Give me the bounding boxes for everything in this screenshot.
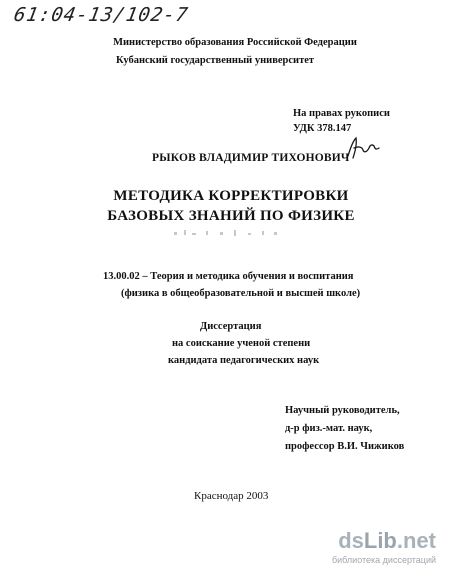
logo-ds: ds xyxy=(338,528,364,553)
logo-net: .net xyxy=(396,528,436,553)
dslib-logo xyxy=(338,530,436,552)
university-line: Кубанский государственный университет xyxy=(116,55,315,66)
watermark-subtitle: библиотека диссертаций xyxy=(331,555,436,565)
specialty-line-1: 13.00.02 – Теория и методика обучения и воспитания xyxy=(103,271,354,282)
logo-lib: Lib xyxy=(363,528,397,553)
author-name: РЫКОВ ВЛАДИМИР ТИХОНОВИЧ xyxy=(152,152,350,164)
degree-line-2: на соискание ученой степени xyxy=(172,338,311,349)
degree-line-3: кандидата педагогических наук xyxy=(168,355,320,366)
supervisor-line-2: д-р физ.-мат. наук, xyxy=(285,423,373,434)
manuscript-rights: На правах рукописи xyxy=(293,108,390,119)
scan-artifact xyxy=(170,226,290,242)
handwritten-archive-code: 61:04-13/102-7 xyxy=(12,4,191,26)
handwritten-signature xyxy=(345,134,381,160)
dissertation-title-line-1: МЕТОДИКА КОРРЕКТИРОВКИ xyxy=(113,188,349,204)
supervisor-line-1: Научный руководитель, xyxy=(285,405,400,416)
supervisor-line-3: профессор В.И. Чижиков xyxy=(285,441,405,452)
dslib-watermark xyxy=(328,530,436,568)
specialty-line-2: (физика в общеобразовательной и высшей школе) xyxy=(121,288,361,299)
dissertation-title-line-2: БАЗОВЫХ ЗНАНИЙ ПО ФИЗИКЕ xyxy=(107,208,355,224)
udk-code: УДК 378.147 xyxy=(293,123,352,134)
degree-line-1: Диссертация xyxy=(200,321,262,332)
ministry-line: Министерство образования Российской Федерации xyxy=(113,37,357,48)
city-year: Краснодар 2003 xyxy=(194,490,269,502)
